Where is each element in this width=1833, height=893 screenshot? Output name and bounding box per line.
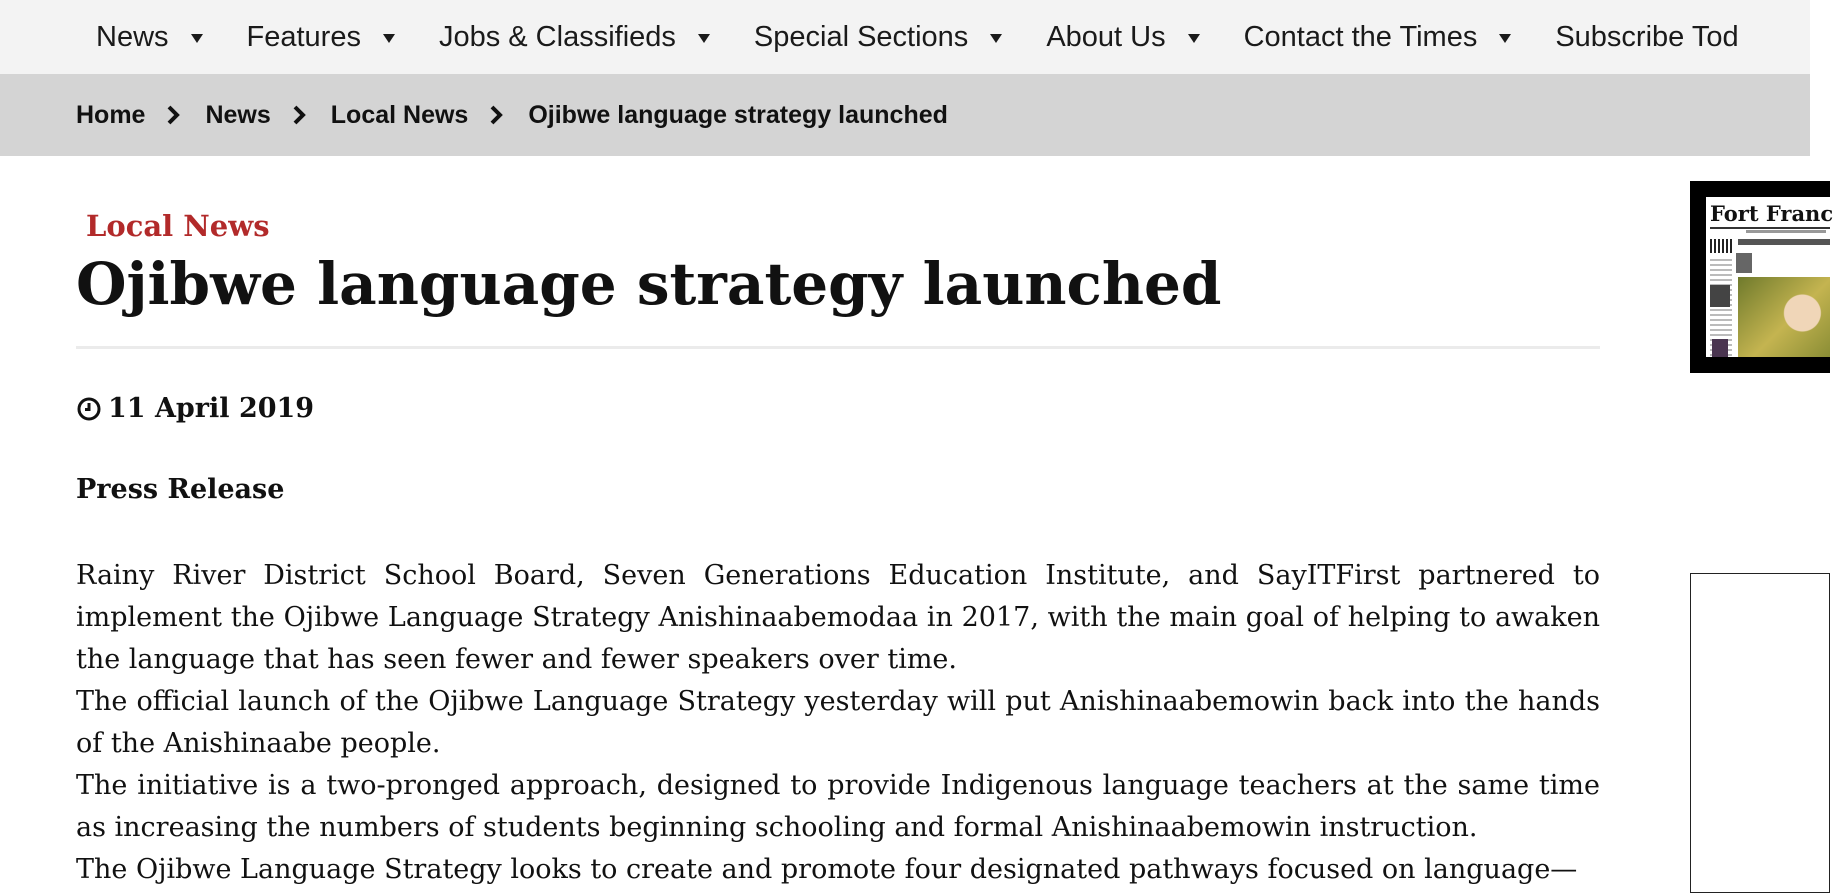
main-navigation [0, 0, 1810, 74]
nav-item-special-sections[interactable] [732, 0, 1024, 74]
article-paragraph: The initiative is a two-pronged approach, designed to provide Indigenous language teachers at the same time as increasing the numbers of students beginning schooling and formal Anishinaabemowin instruction. [76, 770, 1600, 843]
nav-item-jobs-classifieds[interactable] [417, 0, 732, 74]
nav-item-label: About Us [1046, 20, 1166, 53]
nav-item-label: News [96, 20, 169, 53]
chevron-right-icon [486, 105, 506, 125]
article-title: Ojibwe language strategy launched [76, 250, 1222, 318]
title-divider [76, 346, 1600, 349]
caret-down-icon [1188, 34, 1200, 43]
caret-down-icon [1499, 34, 1511, 43]
front-page-photo [1738, 277, 1830, 357]
breadcrumb-home[interactable]: Home [76, 100, 146, 129]
breadcrumb-bar [0, 74, 1810, 156]
nav-item-subscribe[interactable] [1533, 0, 1760, 74]
nav-item-label: Contact the Times [1243, 20, 1478, 53]
article-paragraph: The official launch of the Ojibwe Language Strategy yesterday will put Anishinaabemowin back into the hands of the Anishinaabe people. [76, 686, 1600, 759]
article-date [76, 393, 314, 424]
chevron-right-icon [289, 105, 309, 125]
breadcrumb-local-news[interactable]: Local News [330, 100, 469, 129]
article-date-text: 11 April 2019 [108, 393, 315, 424]
article-paragraph: The Ojibwe Language Strategy looks to create and promote four designated pathways focused on language— [76, 854, 1578, 885]
nav-item-features[interactable] [225, 0, 417, 74]
headline-graphic [1738, 239, 1830, 245]
newspaper-front-page-image [1706, 197, 1833, 357]
article-paragraph: Rainy River District School Board, Seven Generations Education Institute, and SayITFirst partnered to implement the Ojibwe Language Strategy Anishinaabemodaa in 2017, with the main goal of helping to awaken the language that has seen fewer and fewer speakers over time. [76, 560, 1600, 675]
article-body [76, 555, 1600, 891]
advertisement-box[interactable] [1690, 573, 1830, 893]
photo-graphic [1736, 253, 1752, 273]
nav-item-label: Jobs & Classifieds [438, 20, 676, 53]
chevron-right-icon [163, 105, 183, 125]
caret-down-icon [191, 34, 203, 43]
nav-item-news[interactable] [74, 0, 225, 74]
newspaper-masthead: Fort Franc [1710, 201, 1833, 226]
nav-item-label: Special Sections [753, 20, 969, 53]
nav-item-label: Subscribe Tod [1555, 20, 1739, 53]
masthead-subtitle-bar [1746, 230, 1826, 233]
caret-down-icon [383, 34, 395, 43]
photo-graphic [1710, 285, 1730, 307]
photo-graphic [1712, 339, 1728, 357]
barcode-graphic [1710, 239, 1732, 253]
article-kicker: Press Release [76, 474, 285, 505]
nav-item-contact[interactable] [1222, 0, 1534, 74]
breadcrumb-current-page: Ojibwe language strategy launched [528, 100, 948, 129]
clock-icon [76, 396, 102, 422]
nav-item-about-us[interactable] [1024, 0, 1221, 74]
e-edition-thumbnail[interactable] [1690, 181, 1833, 373]
masthead-rule [1710, 227, 1830, 229]
caret-down-icon [698, 34, 710, 43]
nav-item-label: Features [246, 20, 361, 53]
breadcrumb [76, 101, 948, 130]
caret-down-icon [990, 34, 1002, 43]
article-category-link[interactable]: Local News [86, 209, 270, 243]
breadcrumb-news[interactable]: News [205, 100, 271, 129]
